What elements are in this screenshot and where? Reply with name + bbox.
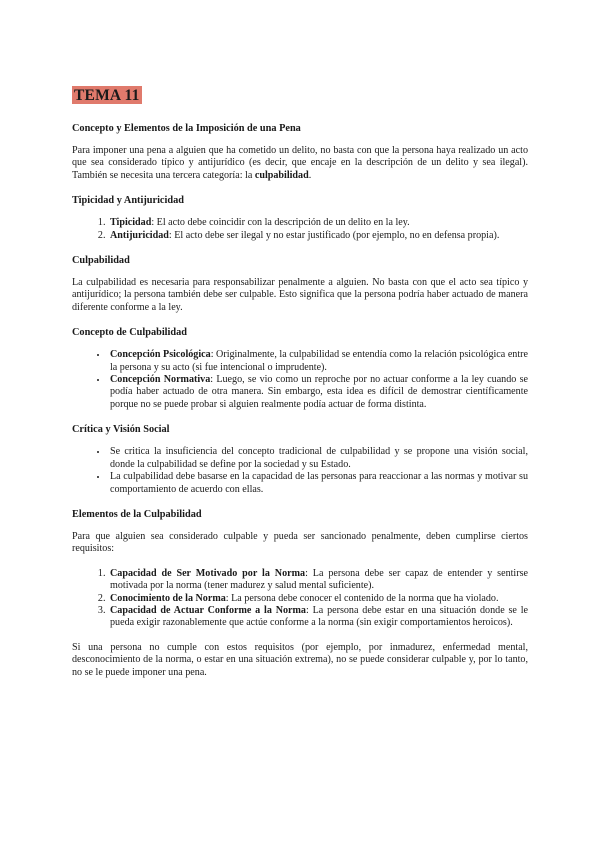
heading-critica: Crítica y Visión Social — [72, 424, 170, 436]
list-item — [108, 605, 528, 630]
item-text: : La persona debe ser capaz de entender y sentirse motivada por la norma (tener madurez y salud mental suficiente). — [110, 567, 528, 592]
item-term: Concepción Normativa — [110, 374, 211, 386]
list-item — [108, 568, 528, 593]
list-item — [108, 593, 528, 605]
item-term: Capacidad de Ser Motivado por la Norma — [110, 567, 306, 579]
tipicidad-list — [72, 217, 528, 242]
critica-list — [72, 446, 528, 496]
list-item — [108, 374, 528, 411]
list-item — [108, 217, 528, 229]
heading-main: Concepto y Elementos de la Imposición de una Pena — [72, 123, 301, 134]
item-text: : La persona debe conocer el contenido de la norma que ha violado. — [225, 592, 499, 604]
concepto-list — [72, 349, 528, 411]
item-text: : El acto debe coincidir con la descripción de un delito en la ley. — [151, 217, 410, 229]
item-term: Antijuricidad — [110, 229, 169, 241]
list-item: • Se critica la insuficiencia del concepto tradicional de culpabilidad y se propone una visión social, donde la culpabilidad se define por la sociedad y su Estado. — [108, 446, 528, 471]
item-text: : Originalmente, la culpabilidad se entendía como la relación psicológica entre la persona y su acto (si fue intencional o imprudente). — [110, 349, 528, 373]
item-term: Tipicidad — [110, 217, 152, 229]
item-text: : La persona debe estar en una situación donde se le pueda exigir razonablemente que actúe conforme a la norma (sin exigir comportamientos heroicos). — [110, 604, 528, 629]
list-item — [108, 230, 528, 242]
heading-culpabilidad: Culpabilidad — [72, 255, 130, 267]
item-term: Conocimiento de la Norma — [110, 592, 226, 604]
item-term: Capacidad de Actuar Conforme a la Norma — [110, 604, 306, 616]
intro-text: Para imponer una pena a alguien que ha cometido un delito, no basta con que la persona haya realizado un acto que sea considerado típico y antijurídico (es decir, que encaje en la descripción de un delito y sea ilegal). También se necesita una tercera categoría: la — [72, 145, 528, 181]
document-title: TEMA 11 — [74, 87, 140, 104]
intro-bold-term: culpabilidad — [254, 169, 309, 181]
intro-end: . — [308, 169, 312, 181]
elementos-closing: Si una persona no cumple con estos requisitos (por ejemplo, por inmadurez, enfermedad mental, desconocimiento de la norma, o estar en una situación extrema), no se puede considerar culpable y, por lo tanto, no se le puede imponer una pena. — [72, 641, 528, 678]
heading-elementos: Elementos de la Culpabilidad — [72, 508, 202, 520]
elementos-list — [72, 568, 528, 630]
list-item: • La culpabilidad debe basarse en la capacidad de las personas para reaccionar a las normas y motivar su comportamiento de acuerdo con ellas. — [108, 471, 528, 496]
culpabilidad-paragraph: La culpabilidad es necesaria para responsabilizar penalmente a alguien. No basta con que el acto sea típico y antijurídico; la persona también debe ser culpable. Esto significa que la persona podría haber actuado de manera diferente conforme a la ley. — [72, 277, 528, 313]
document-content — [72, 86, 528, 691]
heading-concepto: Concepto de Culpabilidad — [72, 327, 188, 339]
heading-tipicidad: Tipicidad y Antijuricidad — [72, 195, 184, 207]
elementos-intro: Para que alguien sea considerado culpable y pueda ser sancionado penalmente, deben cumplirse ciertos requisitos: — [72, 530, 528, 555]
item-term: Concepción Psicológica — [110, 349, 211, 361]
item-text: : Luego, se vio como un reproche por no actuar conforme a la ley cuando se podía haber actuado de otra manera. Sin embargo, esta idea es difícil de demostrar científicamente porque no se puede probar si alguien realmente podía actuar de forma distinta. — [110, 374, 528, 410]
list-item — [108, 349, 528, 374]
item-text: : El acto debe ser ilegal y no estar justificado (por ejemplo, no en defensa propia). — [168, 229, 500, 241]
intro-paragraph — [72, 145, 528, 182]
title-wrap — [72, 86, 528, 105]
